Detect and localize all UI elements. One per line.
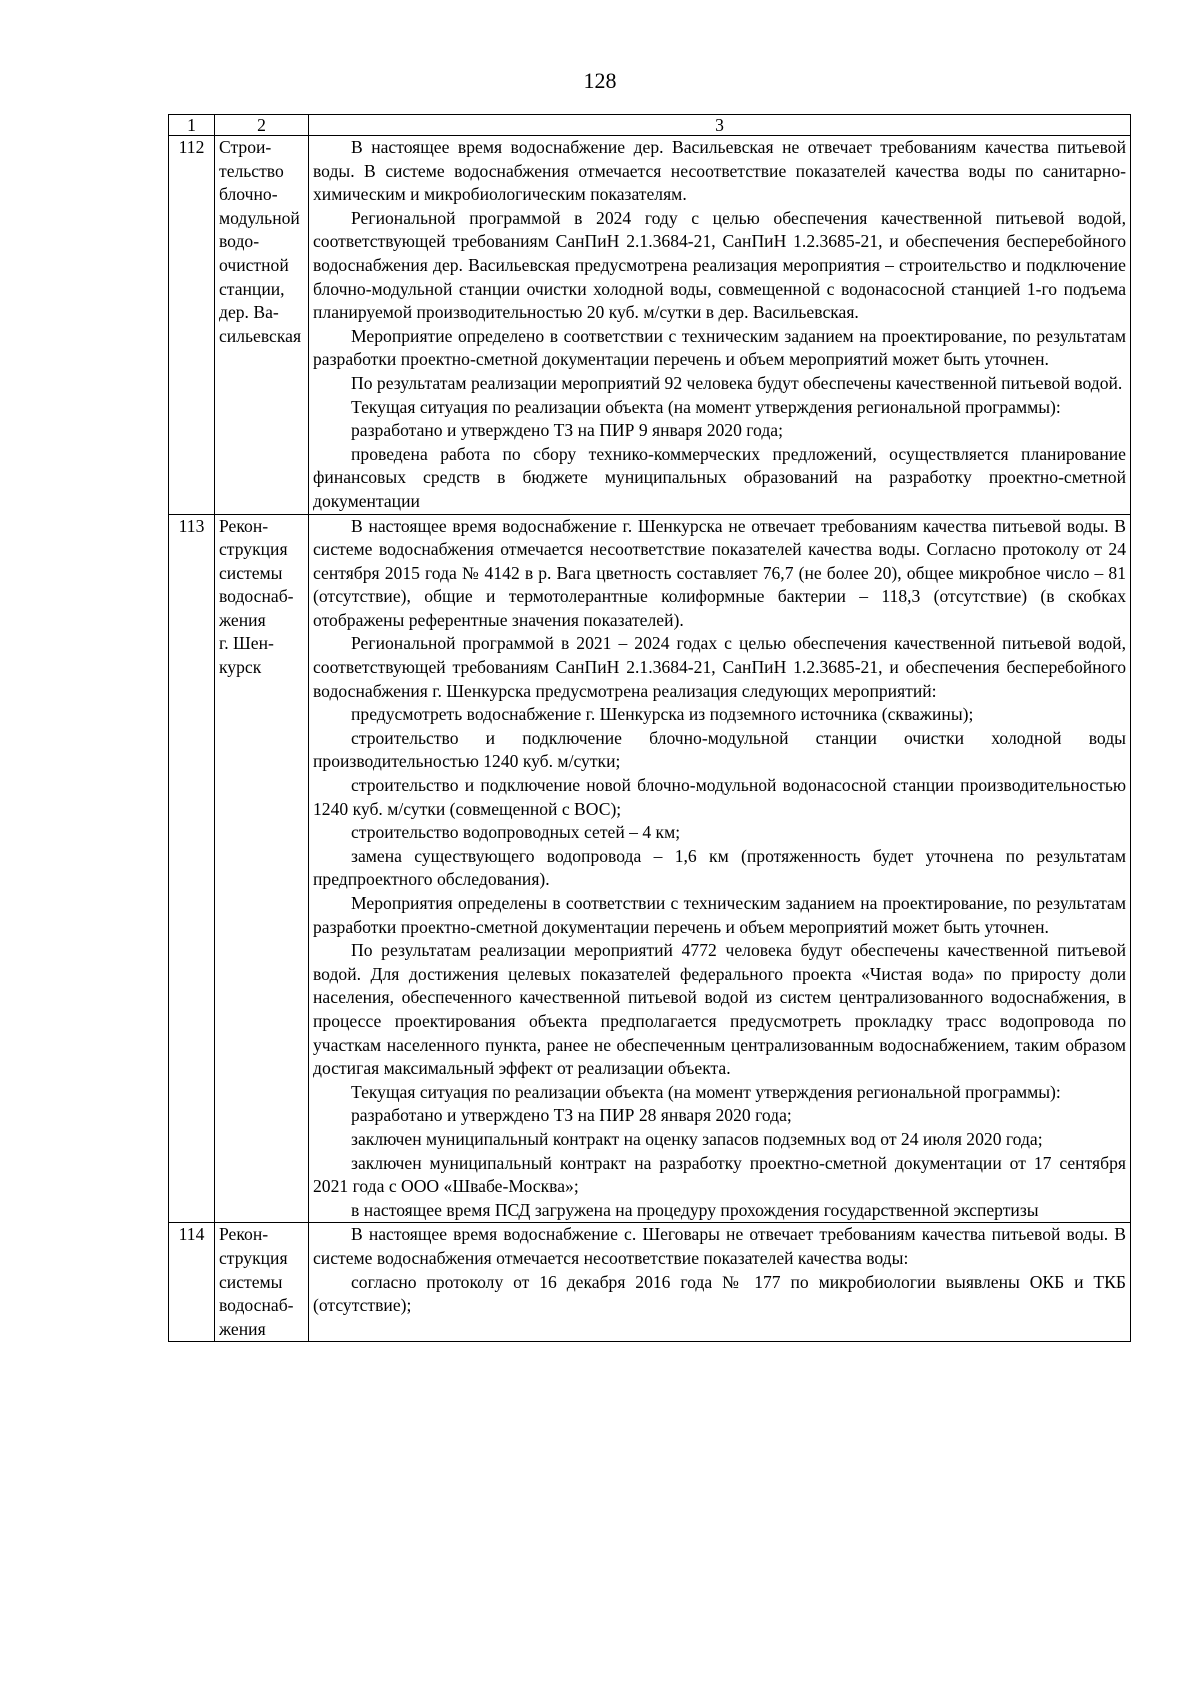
description-paragraph: Текущая ситуация по реализации объекта (на момент утверждения региональной программы): xyxy=(351,1081,1061,1102)
column-header-number: 1 xyxy=(169,115,215,136)
description-paragraph: разработано и утверждено ТЗ на ПИР 28 января 2020 года; xyxy=(351,1105,792,1126)
object-description xyxy=(309,514,1131,1223)
table-row xyxy=(169,136,1131,515)
object-name: Строи- тельство блочно- модульной водо- очистной станции, дер. Ва- сильевская xyxy=(215,136,309,515)
description-paragraph: заключен муниципальный контракт на разработку проектно-сметной документации от 17 сентября 2021 года с ООО «Швабе-Москва»; xyxy=(313,1152,1126,1197)
description-paragraph: Мероприятия определены в соответствии с техническим заданием на проектирование, по результатам разработки проектно-сметной документации перечень и объем мероприятий может быть уточнен. xyxy=(313,893,1126,937)
measures-table xyxy=(168,114,1131,1342)
description-paragraph: В настоящее время водоснабжение с. Шеговары не отвечает требованиям качества питьевой воды. В системе водоснабжения отмечается несоответствие показателей качества воды: xyxy=(313,1224,1126,1268)
description-paragraph: замена существующего водопровода – 1,6 км (протяженность будет уточнена по результатам предпроектного обследования). xyxy=(313,845,1126,890)
object-description xyxy=(309,136,1131,515)
description-paragraph: В настоящее время водоснабжение дер. Васильевская не отвечает требованиям качества питьевой воды. В системе водоснабжения отмечается несоответствие показателей качества воды по санитарно-химическим и микробиологическим показателям. xyxy=(313,137,1126,205)
table-header-row xyxy=(169,115,1131,136)
page-number: 128 xyxy=(583,68,617,93)
description-paragraph: Региональной программой в 2021 – 2024 годах с целью обеспечения качественной питьевой водой, соответствующей требованиям СанПиН 2.1.3684-21, СанПиН 1.2.3685-21, и обеспечения бесперебойного водоснабжения г. Шенкурска предусмотрена реализация следующих мероприятий: xyxy=(313,633,1126,701)
description-paragraph: согласно протоколу от 16 декабря 2016 года № 177 по микробиологии выявлены ОКБ и ТКБ (отсутствие); xyxy=(313,1271,1126,1316)
description-paragraph: Текущая ситуация по реализации объекта (на момент утверждения региональной программы): xyxy=(351,396,1061,417)
description-paragraph: По результатам реализации мероприятий 92 человека будут обеспечены качественной питьевой водой. xyxy=(351,372,1123,393)
description-paragraph: проведена работа по сбору технико-коммерческих предложений, осуществляется планирование финансовых средств в бюджете муниципальных образований на разработку проектно-сметной документации xyxy=(313,443,1126,511)
description-paragraph: Мероприятие определено в соответствии с техническим заданием на проектирование, по результатам разработки проектно-сметной документации перечень и объем мероприятий может быть уточнен. xyxy=(313,325,1126,370)
column-header-description: 3 xyxy=(309,115,1131,136)
column-header-name: 2 xyxy=(215,115,309,136)
description-paragraph: Региональной программой в 2024 году с целью обеспечения качественной питьевой водой, соответствующей требованиям СанПиН 2.1.3684-21, СанПиН 1.2.3685-21, и обеспечения бесперебойного водоснабжения дер. Васильевская предусмотрена реализация мероприятия – строительство и подключение блочно-модульной станции очистки холодной воды, совмещенной с водонасосной станцией 1-го подъема планируемой производительностью 20 куб. м/сутки в дер. Васильевская. xyxy=(313,207,1126,323)
object-name: Рекон- струкция системы водоснаб- жения xyxy=(215,1223,309,1342)
description-paragraph: По результатам реализации мероприятий 4772 человека будут обеспечены качественной питьевой водой. Для достижения целевых показателей федерального проекта «Чистая вода» по приросту доли населения, обеспеченного качественной питьевой водой из систем централизованного водоснабжения, в процессе проектирования объекта предполагается предусмотреть прокладку трасс водопровода по участкам населенного пункта, ранее не обеспеченным централизованным водоснабжением, таким образом достигая максимальный эффект от реализации объекта. xyxy=(313,940,1126,1079)
row-number: 112 xyxy=(169,136,215,515)
object-description xyxy=(309,1223,1131,1342)
row-number: 113 xyxy=(169,514,215,1223)
description-paragraph: строительство и подключение новой блочно-модульной водонасосной станции производительностью 1240 куб. м/сутки (совмещенной с ВОС); xyxy=(313,775,1126,819)
row-number: 114 xyxy=(169,1223,215,1342)
table-row xyxy=(169,514,1131,1223)
description-paragraph: строительство водопроводных сетей – 4 км; xyxy=(351,822,681,843)
table-row xyxy=(169,1223,1131,1342)
description-paragraph: В настоящее время водоснабжение г. Шенкурска не отвечает требованиям качества питьевой воды. В системе водоснабжения отмечается несоответствие показателей качества воды. Согласно протоколу от 24 сентября 2015 года № 4142 в р. Вага цветность составляет 76,7 (не более 20), общее микробное число – 81 (отсутствие), общие и термотолерантные колиформные бактерии – 118,3 (отсутствие) (в скобках отображены референтные значения показателей). xyxy=(313,515,1126,630)
object-name: Рекон- струкция системы водоснаб- жения г. Шен- курск xyxy=(215,514,309,1223)
description-paragraph: разработано и утверждено ТЗ на ПИР 9 января 2020 года; xyxy=(351,420,783,441)
description-paragraph: заключен муниципальный контракт на оценку запасов подземных вод от 24 июля 2020 года; xyxy=(351,1128,1043,1149)
description-paragraph: в настоящее время ПСД загружена на процедуру прохождения государственной экспертизы xyxy=(351,1199,1039,1220)
description-paragraph: строительство и подключение блочно-модульной станции очистки холодной воды производительностью 1240 куб. м/сутки; xyxy=(313,727,1126,772)
table-body xyxy=(169,136,1131,1342)
description-paragraph: предусмотреть водоснабжение г. Шенкурска из подземного источника (скважины); xyxy=(351,704,974,725)
